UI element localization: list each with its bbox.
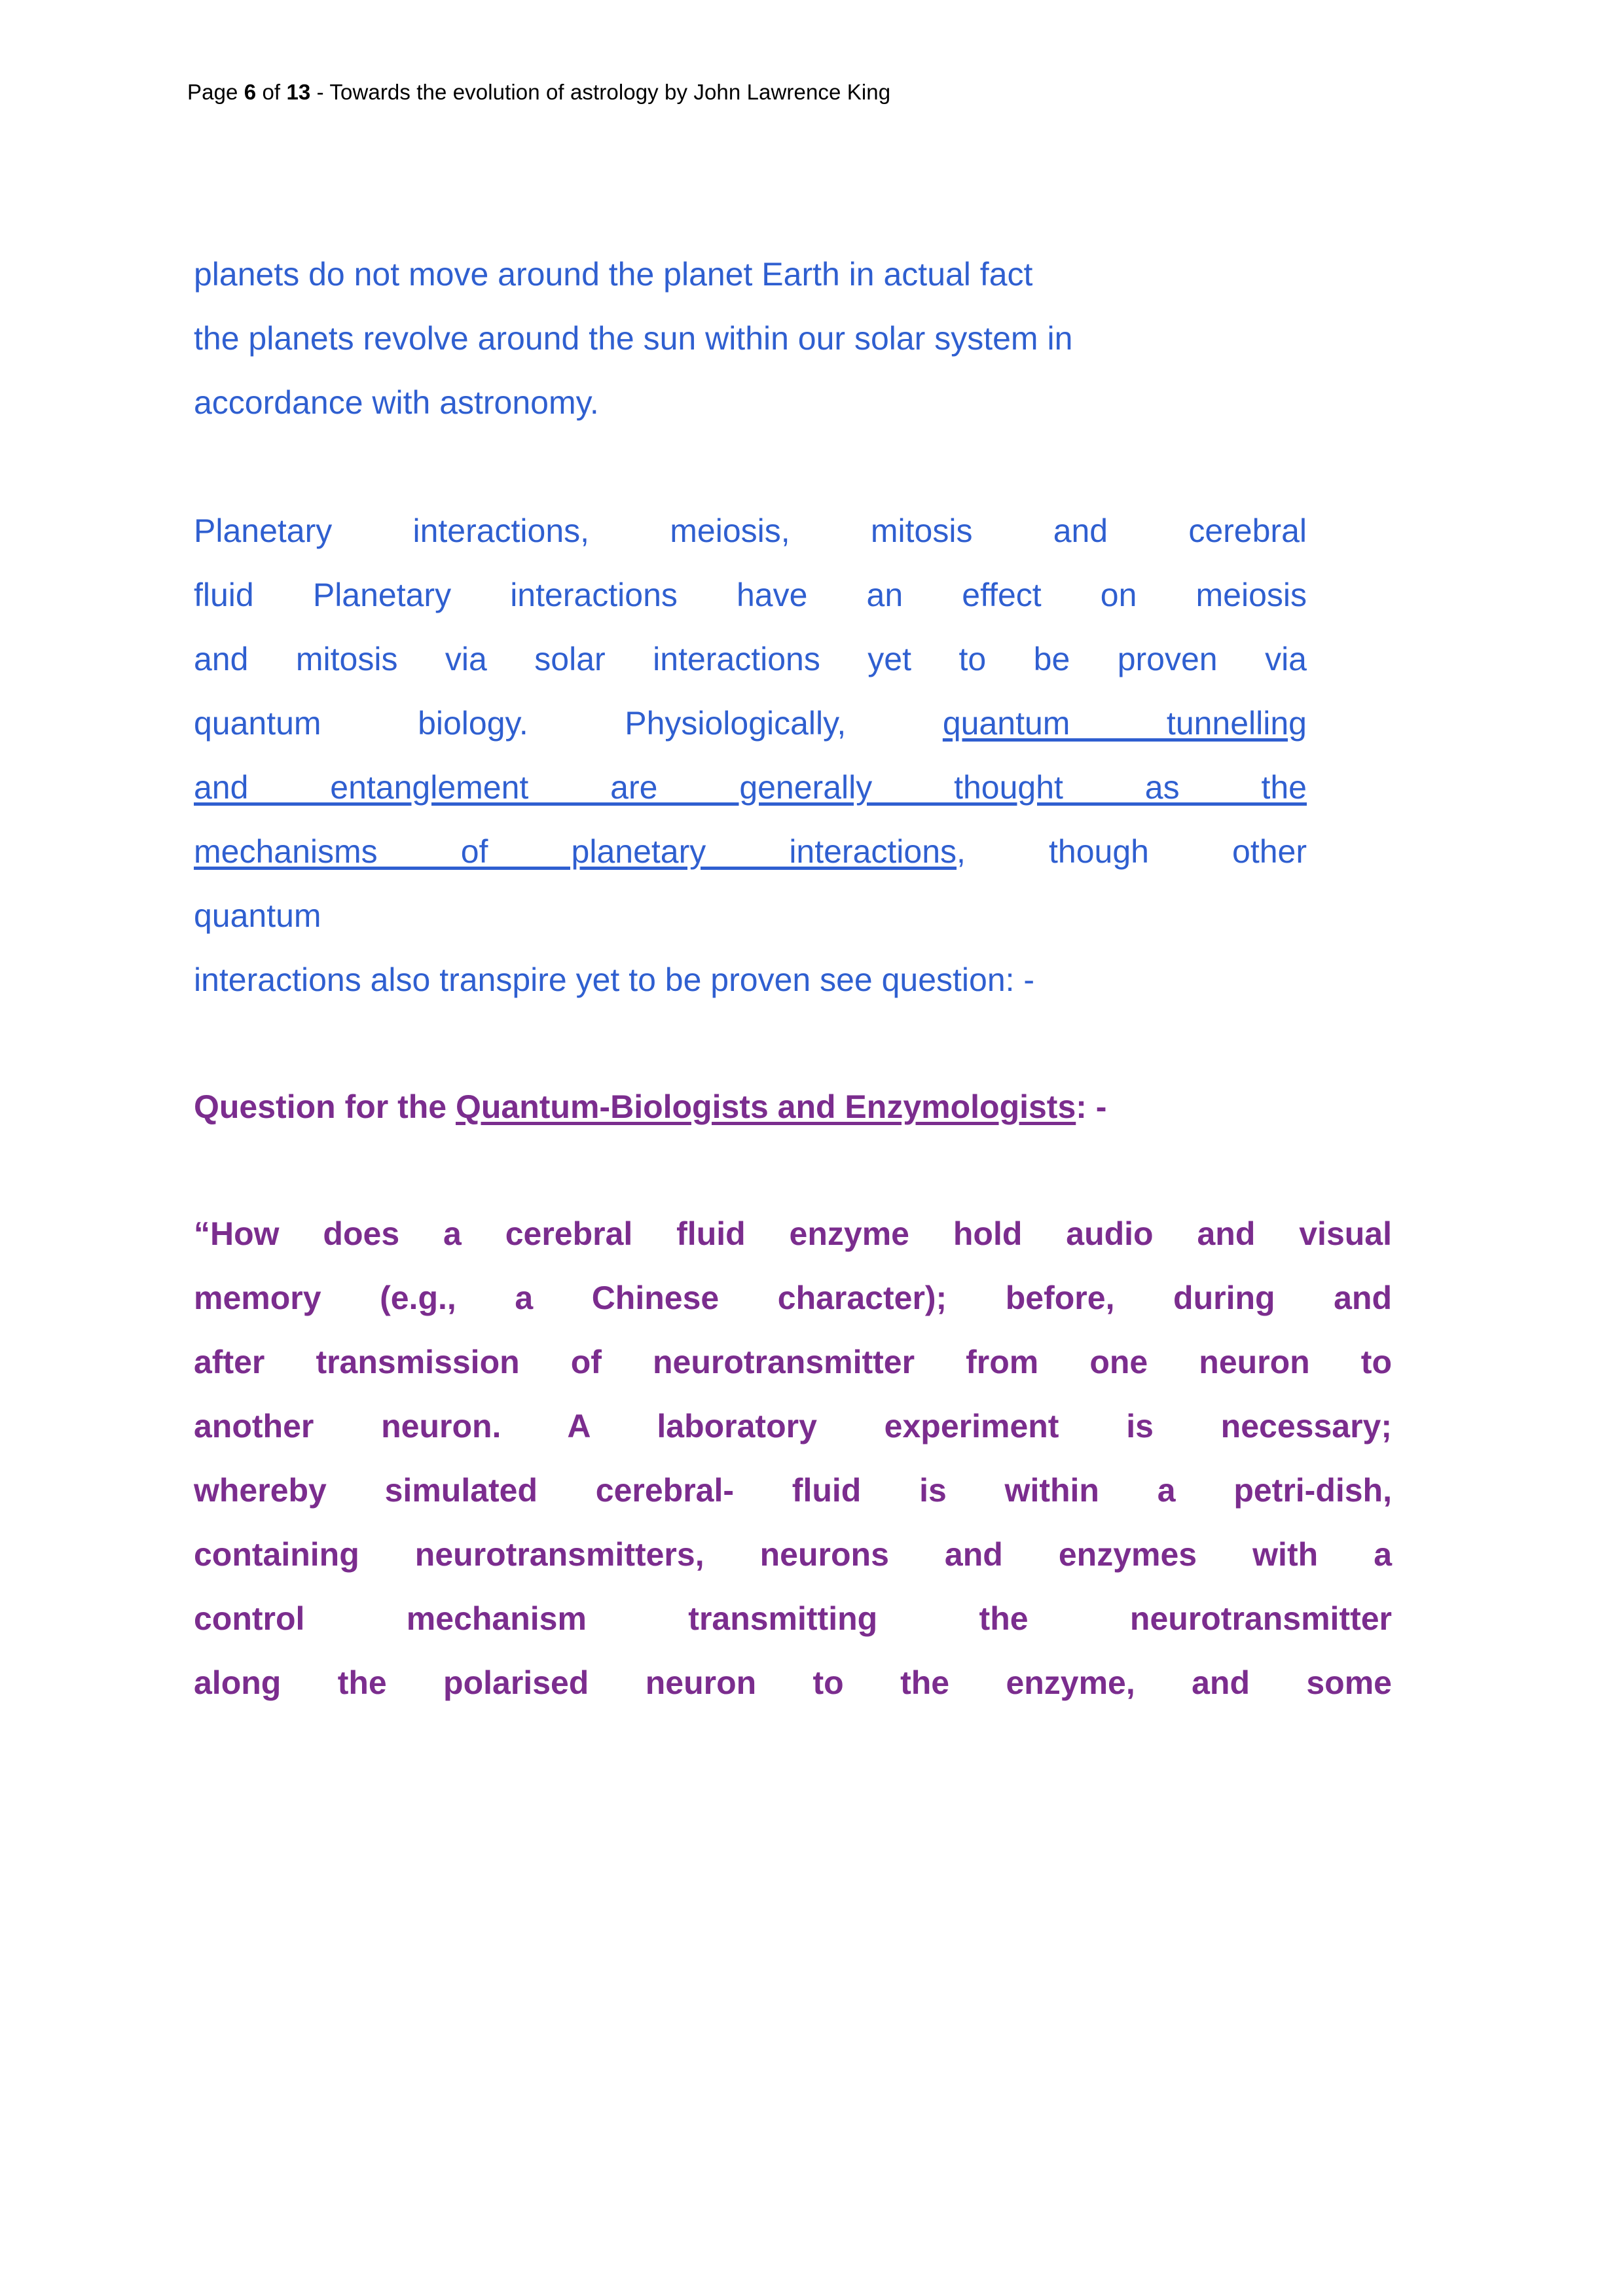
document-body bbox=[194, 242, 1431, 1715]
paragraph-line-text: quantum biology. Physiologically, bbox=[194, 705, 943, 742]
paragraph-line: and mitosis via solar interactions yet to be proven via bbox=[194, 641, 1307, 677]
paragraph-line: quantum bbox=[194, 897, 321, 934]
underlined-fragment: mechanisms of planetary interactions bbox=[194, 833, 957, 870]
underlined-fragment: quantum tunnelling bbox=[942, 705, 1307, 742]
paragraph-line: after transmission of neurotransmitter from one neuron to bbox=[194, 1344, 1392, 1380]
header-prefix: Page bbox=[187, 80, 244, 104]
question-heading-prefix: Question for the bbox=[194, 1088, 456, 1125]
header-total-pages: 13 bbox=[286, 80, 311, 104]
page-header bbox=[187, 80, 890, 105]
paragraph-line: interactions also transpire yet to be proven see question: - bbox=[194, 961, 1035, 998]
paragraph-line-text: , though other bbox=[957, 833, 1307, 870]
header-page-number: 6 bbox=[244, 80, 257, 104]
underlined-fragment: and entanglement are generally thought as the bbox=[194, 769, 1307, 806]
header-title-suffix: - Towards the evolution of astrology by John Lawrence King bbox=[310, 80, 891, 104]
paragraph-line-underlined bbox=[194, 755, 1307, 819]
paragraph-spacer bbox=[194, 435, 1431, 499]
paragraph-line: planets do not move around the planet Earth in actual fact bbox=[194, 256, 1033, 293]
paragraph-question-body bbox=[194, 1202, 1392, 1715]
paragraph-line: fluid Planetary interactions have an effect on meiosis bbox=[194, 577, 1307, 613]
question-heading-underlined: Quantum-Biologists and Enzymologists bbox=[456, 1088, 1076, 1125]
paragraph-spacer bbox=[194, 1139, 1431, 1202]
paragraph-line-mixed bbox=[194, 819, 1307, 884]
paragraph-line: along the polarised neuron to the enzyme, and some bbox=[194, 1664, 1392, 1701]
paragraph-line: whereby simulated cerebral- fluid is within a petri-dish, bbox=[194, 1472, 1392, 1509]
paragraph-line: another neuron. A laboratory experiment is necessary; bbox=[194, 1408, 1392, 1444]
paragraph-line-with-link bbox=[194, 691, 1307, 755]
paragraph-planetary-interactions bbox=[194, 499, 1307, 1012]
paragraph-spacer bbox=[194, 1012, 1431, 1075]
paragraph-line: the planets revolve around the sun within our solar system in bbox=[194, 320, 1073, 357]
paragraph-line: Planetary interactions, meiosis, mitosis and cerebral bbox=[194, 512, 1307, 549]
question-heading-suffix: : - bbox=[1076, 1088, 1107, 1125]
paragraph-line: containing neurotransmitters, neurons and enzymes with a bbox=[194, 1536, 1392, 1573]
paragraph-line: control mechanism transmitting the neurotransmitter bbox=[194, 1600, 1392, 1637]
header-of: of bbox=[256, 80, 287, 104]
paragraph-line: “How does a cerebral fluid enzyme hold audio and visual bbox=[194, 1215, 1392, 1252]
paragraph-line: accordance with astronomy. bbox=[194, 384, 599, 421]
paragraph-line: memory (e.g., a Chinese character); before, during and bbox=[194, 1280, 1392, 1316]
paragraph-planets bbox=[194, 242, 1438, 435]
question-heading bbox=[194, 1075, 1346, 1139]
